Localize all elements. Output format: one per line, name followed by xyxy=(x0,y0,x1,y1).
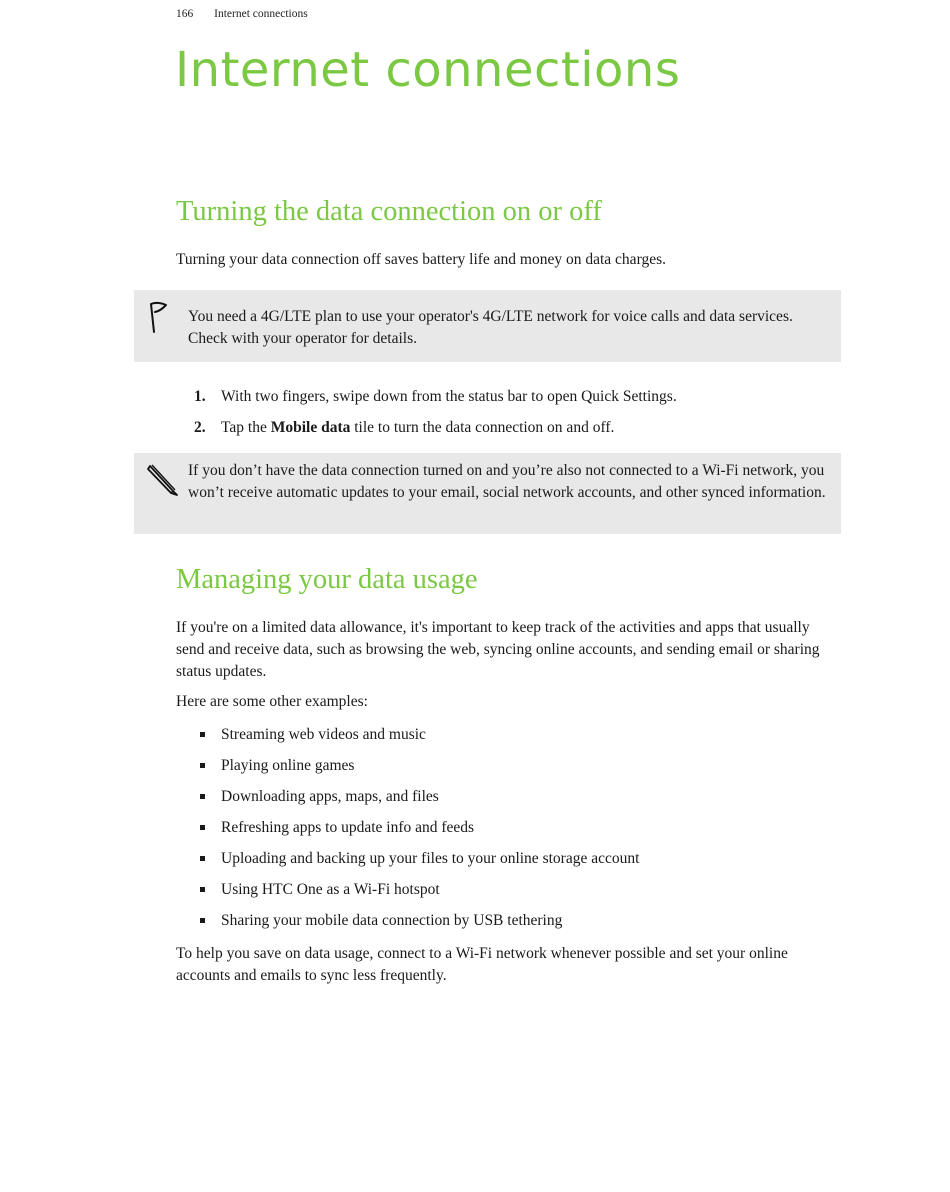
step-text: With two fingers, swipe down from the status bar to open Quick Settings. xyxy=(221,388,677,405)
chapter-title: Internet connections xyxy=(175,42,681,98)
section-title-data-usage: Managing your data usage xyxy=(176,564,478,595)
running-title: Internet connections xyxy=(214,8,308,20)
tip-note xyxy=(134,453,841,534)
flag-icon xyxy=(146,300,172,338)
examples-lead: Here are some other examples: xyxy=(176,693,368,710)
bullet-icon xyxy=(200,763,205,768)
section1-intro: Turning your data connection off saves battery life and money on data charges. xyxy=(176,251,666,268)
step-text: Tap the Mobile data tile to turn the data connection on and off. xyxy=(221,419,615,436)
section-title-data-connection: Turning the data connection on or off xyxy=(176,196,602,227)
step-number: 1. xyxy=(194,388,206,405)
bullet-icon xyxy=(200,918,205,923)
mobile-data-label: Mobile data xyxy=(270,419,351,436)
pencil-icon xyxy=(146,461,180,501)
bullet-icon xyxy=(200,825,205,830)
important-note-text: You need a 4G/LTE plan to use your operator's 4G/LTE network for voice calls and data services. Check with your operator for details. xyxy=(188,308,793,347)
tip-note-text: If you don’t have the data connection turned on and you’re also not connected to a Wi-Fi network, you won’t receive automatic updates to your email, social network accounts, and other synced information. xyxy=(188,462,826,501)
step-number: 2. xyxy=(194,419,206,436)
bullet-icon xyxy=(200,887,205,892)
bullet-icon xyxy=(200,856,205,861)
section2-intro: If you're on a limited data allowance, it's important to keep track of the activities and apps that usually send and receive data, such as browsing the web, syncing online accounts, and sending email or sharing status updates. xyxy=(176,619,820,680)
bullet-icon xyxy=(200,794,205,799)
important-note xyxy=(134,290,841,362)
closing-paragraph: To help you save on data usage, connect to a Wi-Fi network whenever possible and set your online accounts and emails to sync less frequently. xyxy=(176,945,788,984)
bullet-icon xyxy=(200,732,205,737)
running-header xyxy=(176,8,308,20)
page-number: 166 xyxy=(176,8,194,20)
